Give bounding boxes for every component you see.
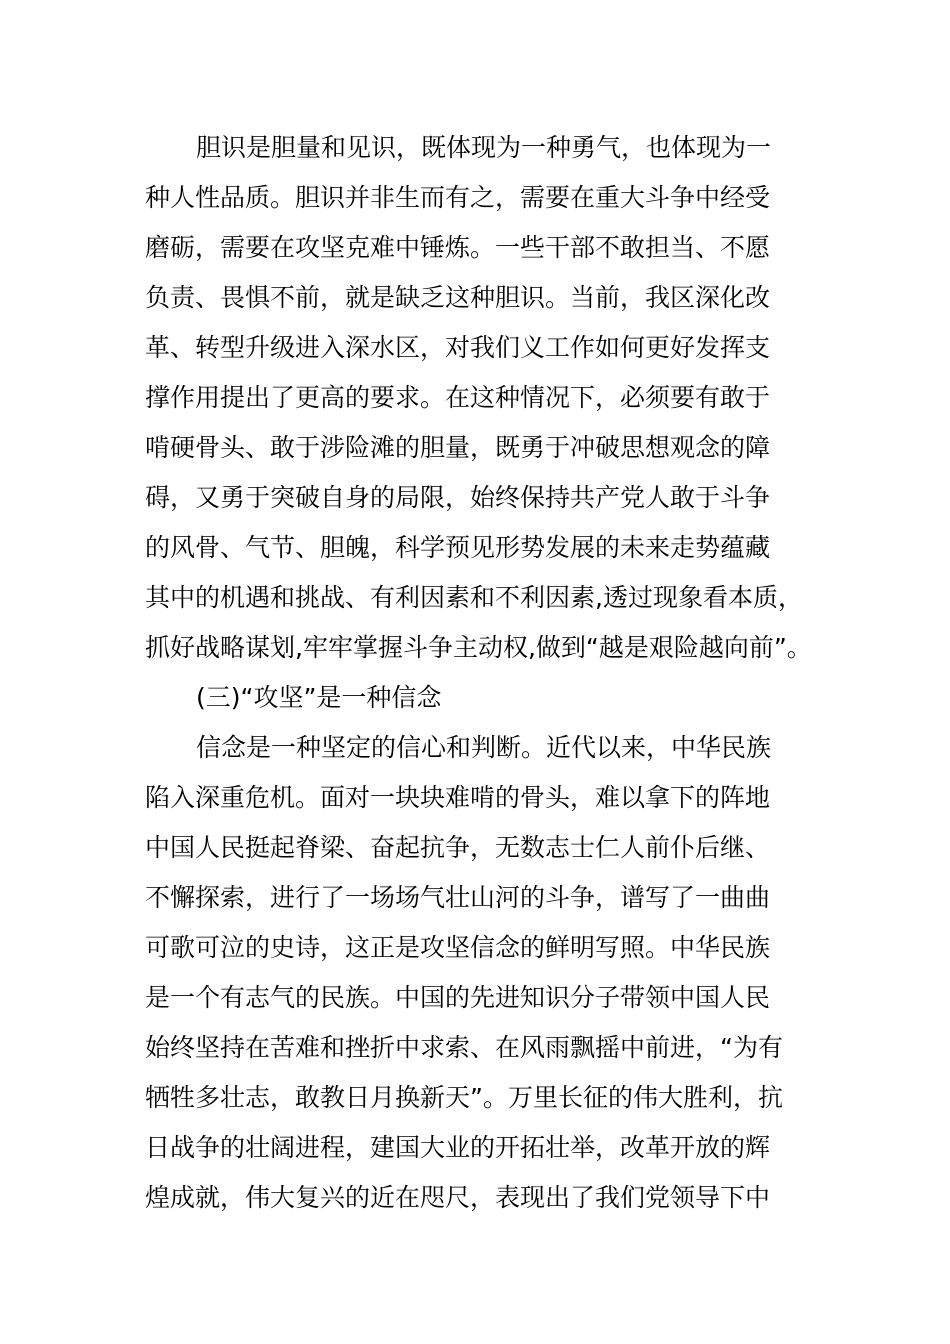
paragraph-line: 日战争的壮阔进程，建国大业的开拓壮举，改革开放的辉 [145, 1133, 771, 1162]
paragraph-line: 煌成就，伟大复兴的近在咫尺，表现出了我们党领导下中 [145, 1183, 771, 1212]
paragraph-line: 撑作用提出了更高的要求。在这种情况下，必须要有敢于 [145, 383, 771, 412]
paragraph-line: 其中的机遇和挑战、有利因素和不利因素,透过现象看本质， [145, 583, 803, 612]
paragraph-line: 始终坚持在苦难和挫折中求索、在风雨飘摇中前进，“为有 [145, 1033, 783, 1062]
paragraph-line: 啃硬骨头、敢于涉险滩的胆量，既勇于冲破思想观念的障 [145, 433, 771, 462]
paragraph-line: 中国人民挺起脊梁、奋起抗争，无数志士仁人前仆后继、 [145, 833, 771, 862]
paragraph-line: 碍，又勇于突破自身的局限，始终保持共产党人敢于斗争 [145, 483, 771, 512]
paragraph-line: 的风骨、气节、胆魄，科学预见形势发展的未来走势蕴藏 [145, 533, 771, 562]
paragraph-line: 可歌可泣的史诗，这正是攻坚信念的鲜明写照。中华民族 [145, 933, 771, 962]
paragraph-line: 不懈探索，进行了一场场气壮山河的斗争，谱写了一曲曲 [145, 883, 771, 912]
paragraph-line: 革、转型升级进入深水区，对我们义工作如何更好发挥支 [145, 333, 771, 362]
paragraph-line: 牺牲多壮志，敢教日月换新天”。万里长征的伟大胜利，抗 [145, 1083, 783, 1112]
section-heading: (三)“攻坚”是一种信念 [196, 683, 442, 712]
paragraph-line: 抓好战略谋划,牢牢掌握斗争主动权,做到“越是艰险越向前”。 [145, 633, 812, 662]
paragraph-line: 信念是一种坚定的信心和判断。近代以来，中华民族 [196, 733, 772, 762]
paragraph-line: 胆识是胆量和见识，既体现为一种勇气，也体现为一 [196, 133, 772, 162]
paragraph-line: 磨砺，需要在攻坚克难中锤炼。一些干部不敢担当、不愿 [145, 233, 771, 262]
paragraph-line: 负责、畏惧不前，就是缺乏这种胆识。当前，我区深化改 [145, 283, 771, 312]
paragraph-line: 种人性品质。胆识并非生而有之，需要在重大斗争中经受 [145, 183, 771, 212]
paragraph-line: 是一个有志气的民族。中国的先进知识分子带领中国人民 [145, 983, 771, 1012]
paragraph-line: 陷入深重危机。面对一块块难啃的骨头，难以拿下的阵地 [145, 783, 771, 812]
